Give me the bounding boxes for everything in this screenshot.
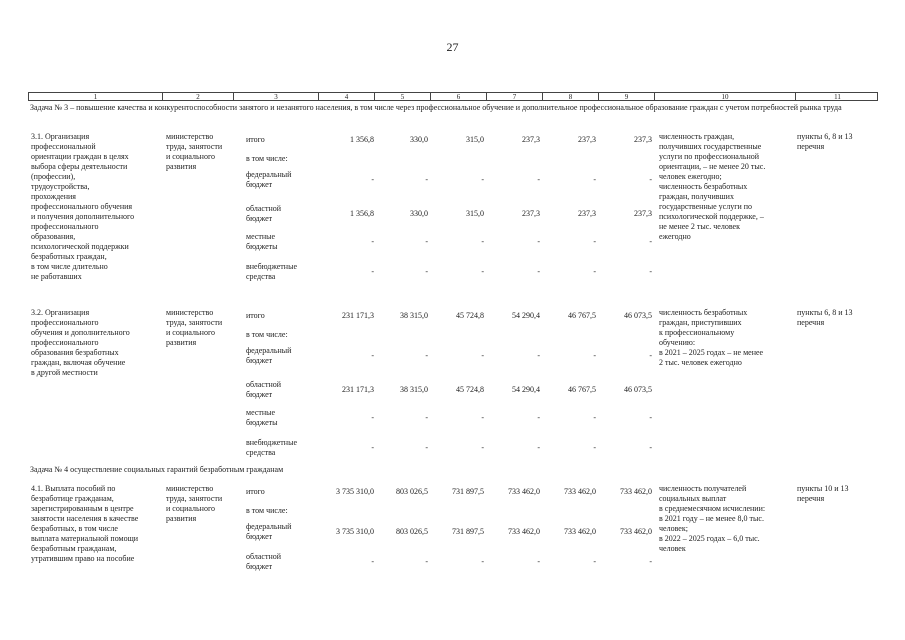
funding-value: - <box>537 237 540 246</box>
funding-value: - <box>593 557 596 566</box>
funding-value: - <box>537 175 540 184</box>
funding-value: 3 735 310,0 <box>336 527 374 536</box>
funding-value: 733 462,0 <box>564 527 596 536</box>
funding-value: - <box>649 557 652 566</box>
executor: министерство труда, занятости и социального развития <box>166 132 223 171</box>
funding-source: в том числе: <box>246 506 288 515</box>
funding-value: - <box>649 413 652 422</box>
header-col-5: 5 <box>375 93 431 101</box>
funding-value: - <box>371 443 374 452</box>
funding-value: - <box>593 175 596 184</box>
funding-value: - <box>371 413 374 422</box>
funding-value: 733 462,0 <box>620 487 652 496</box>
funding-value: - <box>537 443 540 452</box>
funding-value: 3 735 310,0 <box>336 487 374 496</box>
funding-value: - <box>481 351 484 360</box>
funding-value: - <box>593 237 596 246</box>
funding-source: внебюджетные средства <box>246 262 297 281</box>
funding-source: итого <box>246 311 265 320</box>
funding-source: итого <box>246 487 265 496</box>
funding-value: 733 462,0 <box>564 487 596 496</box>
funding-value: 45 724,8 <box>456 385 484 394</box>
funding-source: федеральный бюджет <box>246 170 292 189</box>
funding-value: - <box>649 351 652 360</box>
target-indicator: численность безработных граждан, приступивших к профессиональному обучению: в 2021 – 2025 годах – не менее 2 тыс. человек ежегодно <box>659 308 764 367</box>
funding-value: 315,0 <box>466 135 484 144</box>
funding-value: - <box>593 443 596 452</box>
funding-source: областной бюджет <box>246 552 282 571</box>
list-points: пункты 6, 8 и 13 перечня <box>797 132 853 151</box>
funding-value: 330,0 <box>410 135 428 144</box>
funding-value: - <box>425 557 428 566</box>
funding-value: - <box>537 413 540 422</box>
funding-value: 315,0 <box>466 209 484 218</box>
funding-value: 46 073,5 <box>624 311 652 320</box>
page-number: 27 <box>446 40 459 54</box>
funding-value: - <box>593 267 596 276</box>
funding-value: 46 767,5 <box>568 311 596 320</box>
funding-value: - <box>425 443 428 452</box>
funding-value: 46 073,5 <box>624 385 652 394</box>
funding-value: 237,3 <box>522 209 540 218</box>
funding-value: 231 171,3 <box>342 385 374 394</box>
list-points: пункты 6, 8 и 13 перечня <box>797 308 853 327</box>
funding-source: итого <box>246 135 265 144</box>
funding-value: - <box>425 413 428 422</box>
funding-value: 237,3 <box>578 135 596 144</box>
header-col-8: 8 <box>543 93 599 101</box>
funding-value: 46 767,5 <box>568 385 596 394</box>
funding-value: 803 026,5 <box>396 527 428 536</box>
funding-source: в том числе: <box>246 330 288 339</box>
funding-value: 38 315,0 <box>400 385 428 394</box>
funding-value: - <box>593 351 596 360</box>
funding-value: 803 026,5 <box>396 487 428 496</box>
funding-value: - <box>371 557 374 566</box>
funding-value: - <box>481 267 484 276</box>
executor: министерство труда, занятости и социального развития <box>166 484 223 523</box>
task-3-heading: Задача № 3 – повышение качества и конкурентоспособности занятого и незанятого населения, в том числе через профессиональное обучение и дополнительное профессиональное образование граждан с учетом потребностей рынка труда <box>30 103 842 112</box>
funding-value: - <box>371 267 374 276</box>
funding-value: 54 290,4 <box>512 385 540 394</box>
funding-source: местные бюджеты <box>246 232 278 251</box>
funding-value: 733 462,0 <box>508 527 540 536</box>
task-4-heading: Задача № 4 осуществление социальных гарантий безработным гражданам <box>30 465 284 474</box>
funding-value: 38 315,0 <box>400 311 428 320</box>
funding-value: 237,3 <box>634 209 652 218</box>
header-col-2: 2 <box>163 93 234 101</box>
funding-value: - <box>481 557 484 566</box>
funding-source: в том числе: <box>246 154 288 163</box>
funding-value: 733 462,0 <box>620 527 652 536</box>
header-col-1: 1 <box>29 93 163 101</box>
funding-value: 45 724,8 <box>456 311 484 320</box>
funding-source: внебюджетные средства <box>246 438 297 457</box>
funding-value: 237,3 <box>522 135 540 144</box>
funding-source: федеральный бюджет <box>246 522 292 541</box>
header-col-3: 3 <box>234 93 319 101</box>
funding-value: - <box>649 237 652 246</box>
activity-name: 3.1. Организация профессиональной ориентации граждан в целях выбора сферы деятельности (профессии), трудоустройства, прохождения профессионального обучения и получения дополнительного профессионального образования, психологической поддержки безработных граждан, в том числе длительно не работавших <box>31 132 135 281</box>
table-header-row <box>28 92 878 101</box>
funding-value: - <box>371 237 374 246</box>
target-indicator: численность граждан, получивших государственные услуги по профессиональной ориентации, – не менее 20 тыс. человек ежегодно; численность безработных граждан, получивших государственные услуги по психологической поддержке, – не менее 2 тыс. человек ежегодно <box>659 132 766 241</box>
funding-value: 731 897,5 <box>452 487 484 496</box>
header-col-11: 11 <box>834 93 841 101</box>
funding-source: местные бюджеты <box>246 408 278 427</box>
funding-value: - <box>371 351 374 360</box>
header-col-10: 10 <box>655 93 796 101</box>
funding-value: - <box>425 237 428 246</box>
funding-value: 231 171,3 <box>342 311 374 320</box>
funding-source: областной бюджет <box>246 380 282 399</box>
funding-value: 733 462,0 <box>508 487 540 496</box>
funding-value: - <box>481 237 484 246</box>
funding-value: - <box>425 175 428 184</box>
header-col-4: 4 <box>319 93 375 101</box>
funding-value: - <box>649 267 652 276</box>
executor: министерство труда, занятости и социального развития <box>166 308 223 347</box>
funding-value: - <box>537 557 540 566</box>
funding-value: 1 356,8 <box>350 135 374 144</box>
funding-value: 330,0 <box>410 209 428 218</box>
list-points: пункты 10 и 13 перечня <box>797 484 849 503</box>
funding-value: - <box>425 351 428 360</box>
funding-value: - <box>425 267 428 276</box>
header-col-7: 7 <box>487 93 543 101</box>
funding-value: - <box>649 175 652 184</box>
funding-value: 237,3 <box>578 209 596 218</box>
header-col-6: 6 <box>431 93 487 101</box>
funding-value: - <box>481 443 484 452</box>
header-col-9: 9 <box>599 93 655 101</box>
funding-value: 731 897,5 <box>452 527 484 536</box>
funding-value: - <box>481 175 484 184</box>
funding-value: 237,3 <box>634 135 652 144</box>
funding-value: - <box>481 413 484 422</box>
funding-value: - <box>593 413 596 422</box>
funding-value: - <box>649 443 652 452</box>
funding-value: - <box>537 351 540 360</box>
funding-value: 54 290,4 <box>512 311 540 320</box>
target-indicator: численность получателей социальных выплат в среднемесячном исчислении: в 2021 году – не менее 8,0 тыс. человек; в 2022 – 2025 годах – 6,0 тыс. человек <box>659 484 766 553</box>
funding-source: областной бюджет <box>246 204 282 223</box>
funding-value: - <box>537 267 540 276</box>
funding-value: - <box>371 175 374 184</box>
activity-name: 3.2. Организация профессионального обучения и дополнительного профессионального образования безработных граждан, включая обучение в другой местности <box>31 308 130 377</box>
funding-source: федеральный бюджет <box>246 346 292 365</box>
activity-name: 4.1. Выплата пособий по безработице гражданам, зарегистрированным в центре занятости населения в качестве безработных, в том числе выплата материальной помощи безработным гражданам, утратившим право на пособие <box>31 484 139 563</box>
funding-value: 1 356,8 <box>350 209 374 218</box>
